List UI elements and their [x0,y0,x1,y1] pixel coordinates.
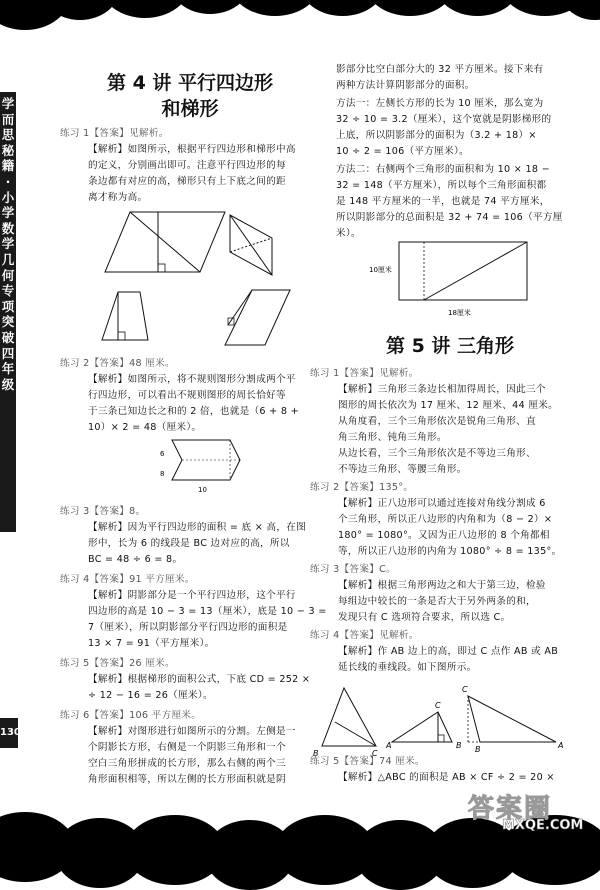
l4-ex4-line: 7（厘米），所以阴影部分平行四边形的面积是 [88,622,288,633]
fig-label-8: 8 [160,470,165,478]
lecture4-title-line1: 第 4 讲 平行四边形 [106,72,274,94]
l5-ex2-line: 【解析】正八边形可以通过连接对角线分割成 6 [338,498,546,509]
l5-ex3-line: 【解析】根据三角形两边之和大于第三边，检验 [338,580,546,591]
l4-ex3-line: BC = 48 ÷ 6 = 8。 [88,554,183,565]
l4-ex4-line: 四边形的高是 10 − 3 = 13（厘米），底是 10 − 3 = [88,606,327,617]
sidebar-book-title: 学而思秘籍·小学数学几何专项突破 四年级 [1,96,15,392]
l5-ex4-line: 延长线的垂线段。如下图所示。 [338,662,477,673]
r-cont-line: 32 ÷ 10 = 3.2（厘米），这个宽就是阴影梯形的 [336,114,552,125]
l4-ex6-line: 角形面积相等，所以左侧的长方形面积就是阴 [88,774,286,785]
tri1-B: B [313,749,319,758]
l4-ex6-line: 空白三角形拼成的长方形，那么右侧的两个三 [88,758,286,769]
l5-ex3-line: 每组边中较长的一条是否大于另外两条的和， [338,596,536,607]
l5-ex5-head: 练习 5【答案】74 厘米。 [310,756,425,767]
l5-ex1-line: 从边长看，三个三角形依次是不等边三角形、 [338,448,536,459]
fig-label-10: 10 [198,486,207,494]
l5-ex1-line: 角三角形、钝角三角形。 [338,432,447,443]
l4-ex2-head: 练习 2【答案】48 厘米。 [60,358,175,369]
l4-ex2-line: 行四边形，可以看出不规则图形的周长恰好等 [88,390,286,401]
r-cont-line: 方法一：左侧长方形的长为 10 厘米，那么宽为 [336,98,544,109]
l4-ex6-line: 个阴影长方形，右侧是一个阴影三角形和一个 [88,742,286,753]
r-cont-line: 10 ÷ 2 = 106（平方厘米）。 [336,146,469,157]
l4-ex5-head: 练习 5【答案】26 厘米。 [60,658,175,669]
r-cont-line: 两种方法计算阴影部分的面积。 [336,80,475,91]
l4-ex3-line: 【解析】因为平行四边形的面积 = 底 × 高，在图 [88,522,307,533]
fig-label-height: 10厘米 [369,266,392,274]
watermark-url: MXQE.COM [502,818,584,833]
l4-ex1-figures [100,210,300,360]
tri2-A: A [386,741,392,750]
l5-ex5-line: 【解析】△ABC 的面积是 AB × CF ÷ 2 = 20 × [338,772,555,783]
fig-label-6: 6 [160,450,165,458]
l5-ex1-line: 图形的周长依次为 17 厘米、12 厘米、44 厘米。 [338,400,559,411]
l5-ex2-line: 180° = 1080°。又因为正八边形的 8 个角都相 [338,530,550,541]
l4-ex1-line: 条边都有对应的高，梯形只有上下底之间的距 [88,176,286,187]
l5-ex3-head: 练习 3【答案】C。 [310,564,397,575]
l4-ex2-figure [160,438,270,508]
r-cont-line: 影部分比空白部分大的 32 平方厘米。接下来有 [336,64,544,75]
lecture5-title: 第 5 讲 三角形 [385,335,515,357]
watermark: 答案圈 MXQE.COM [468,794,584,833]
l4-ex1-head: 练习 1【答案】见解析。 [60,128,169,139]
r-rect-figure [368,238,538,320]
l4-ex6-line: 【解析】对图形进行如图所示的分割。左侧是一 [88,726,296,737]
l5-ex3-line: 发现只有 C 选项符合要求，所以选 C。 [338,612,511,623]
l4-ex5-line: 【解析】根据梯形的面积公式，下底 CD = 252 × [88,674,311,685]
page-number: 130 [0,718,18,748]
tri3-A: A [558,741,564,750]
r-cont-line: 上底，所以阴影部分的面积为（3.2 + 18）× [336,130,537,141]
l4-ex2-line: 于三条已知边长之和的 2 倍，也就是（6 + 8 + [88,406,299,417]
l5-ex4-line: 【解析】作 AB 边上的高，即过 C 点作 AB 或 AB [338,646,559,657]
l5-ex2-line: 等，所以正八边形的内角为 1080° ÷ 8 = 135°。 [338,546,562,557]
l4-ex4-line: 【解析】阴影部分是一个平行四边形，这个平行 [88,590,296,601]
tri2-B: B [456,741,462,750]
l4-ex4-line: 13 × 7 = 91（平方厘米）。 [88,638,215,649]
l5-ex1-line: 从角度看，三个三角形依次是锐角三角形、直 [338,416,536,427]
l5-ex4-figures [310,682,572,760]
l4-ex1-line: 离才称为高。 [88,192,148,203]
l4-ex3-head: 练习 3【答案】8。 [60,506,146,517]
r-cont-line: 所以阴影部分的总面积是 32 + 74 = 106（平方厘 [336,212,563,223]
l5-ex1-line: 【解析】三角形三条边长相加得周长，因此三个 [338,384,546,395]
l4-ex1-line: 的定义，分别画出即可。注意平行四边形的每 [88,160,286,171]
tri2-C: C [435,701,441,710]
lecture4-title-line2: 和梯形 [161,98,219,120]
l4-ex2-line: 10）× 2 = 48（厘米）。 [88,422,202,433]
l4-ex4-head: 练习 4【答案】91 平方厘米。 [60,574,195,585]
r-cont-line: 是 148 平方厘米的一半，也就是 74 平方厘米， [336,196,550,207]
l4-ex2-line: 【解析】如图所示，将不规则图形分割成两个平 [88,374,296,385]
l5-ex1-line: 不等边三角形、等腰三角形。 [338,464,467,475]
l5-ex4-head: 练习 4【答案】见解析。 [310,630,419,641]
r-cont-line: 方法二：右侧两个三角形的面积和为 10 × 18 − [336,164,550,175]
l4-ex5-line: ÷ 12 − 16 = 26（厘米）。 [88,690,213,701]
l5-ex2-head: 练习 2【答案】135°。 [310,482,414,493]
tri3-C: C [462,685,468,694]
tri3-B: B [475,745,481,754]
l5-ex2-line: 个三角形，所以正八边形的内角和为（8 − 2）× [338,514,553,525]
l4-ex3-line: 形中，长为 6 的线段是 BC 边对应的高，所以 [88,538,290,549]
fig-label-width: 18厘米 [448,309,471,317]
r-cont-line: 32 = 148（平方厘米），所以每个三角形面积都 [336,180,547,191]
l4-ex6-head: 练习 6【答案】106 平方厘米。 [60,710,202,721]
r-cont-line: 米）。 [336,228,361,239]
l4-ex1-line: 【解析】如图所示，根据平行四边形和梯形中高 [88,144,296,155]
tri1-C: C [372,749,378,758]
l5-ex1-head: 练习 1【答案】见解析。 [310,368,419,379]
